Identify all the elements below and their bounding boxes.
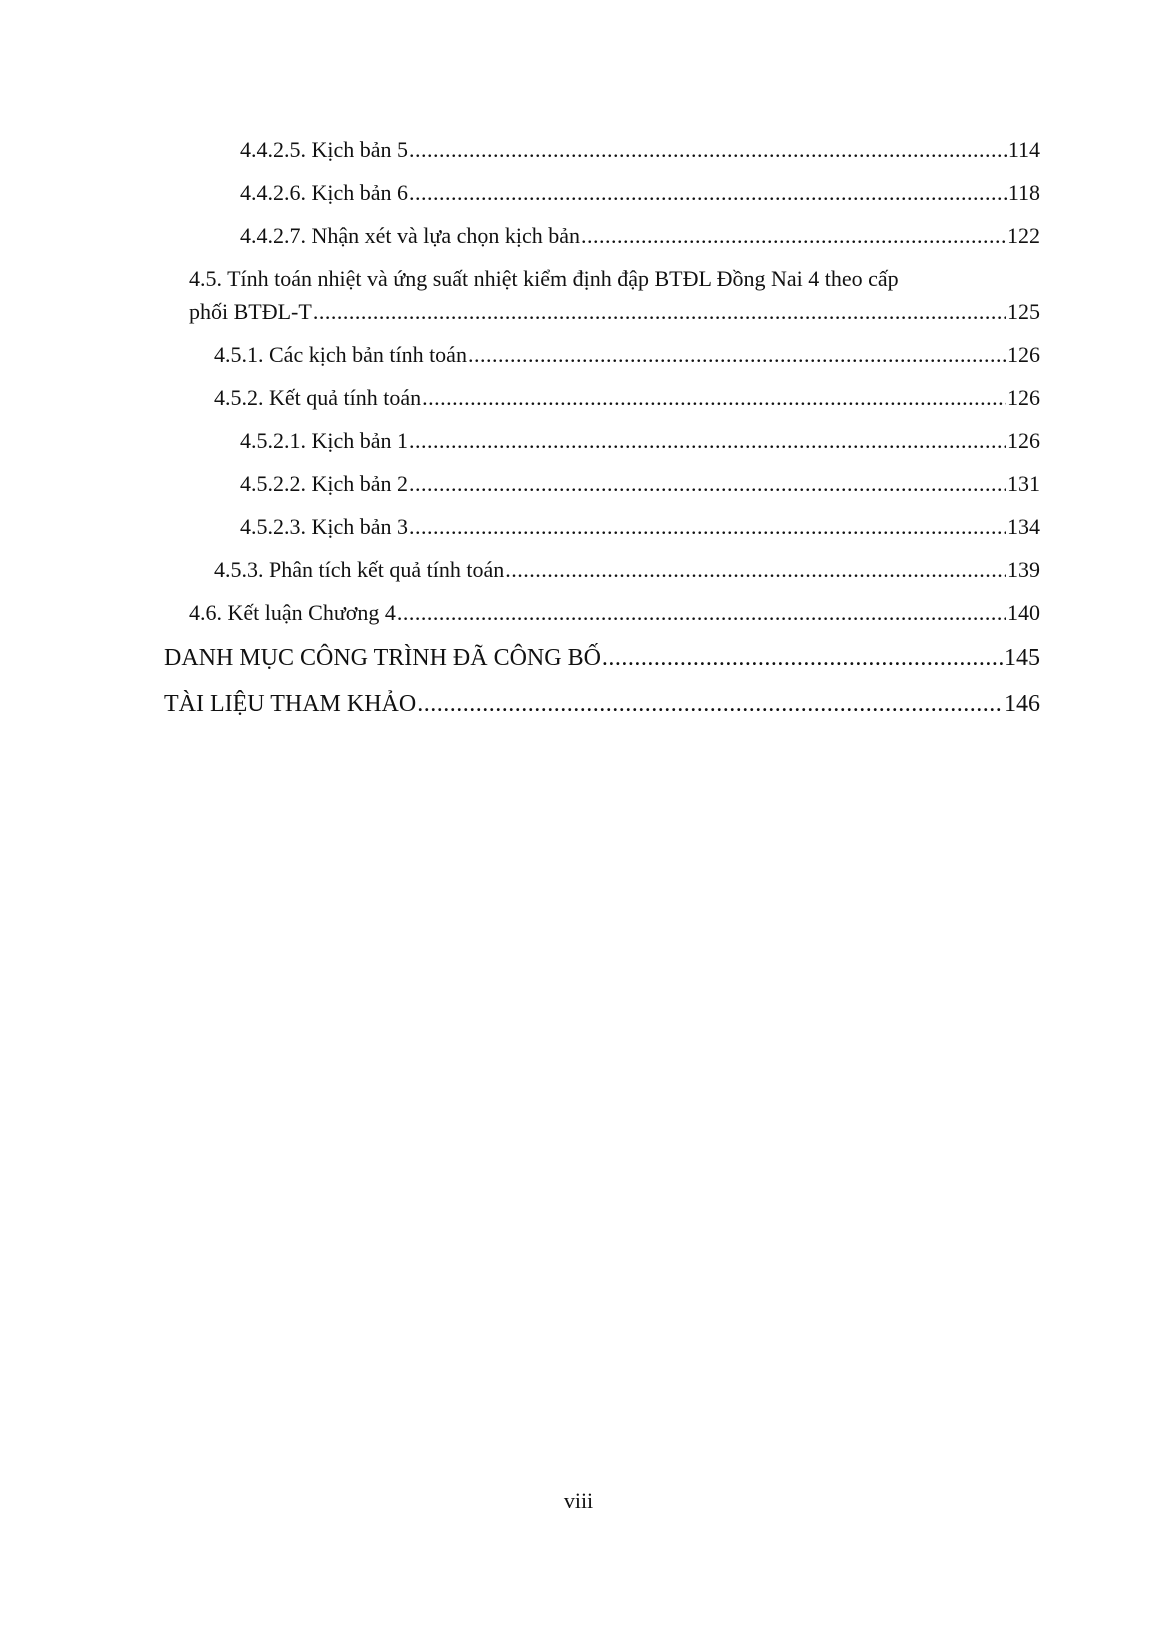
dot-leader bbox=[417, 689, 1003, 719]
toc-entry-title: 4.5.2. Kết quả tính toán bbox=[214, 385, 422, 410]
toc-entry[interactable] bbox=[240, 513, 1040, 541]
toc-entry[interactable] bbox=[240, 179, 1040, 207]
toc-entry-title: 4.4.2.7. Nhận xét và lựa chọn kịch bản bbox=[240, 223, 581, 248]
toc-entry-title: 4.5.3. Phân tích kết quả tính toán bbox=[214, 557, 505, 582]
dot-leader bbox=[505, 556, 1006, 584]
toc-entry[interactable] bbox=[214, 341, 1040, 369]
dot-leader bbox=[409, 470, 1006, 498]
toc-entry[interactable] bbox=[164, 643, 1040, 673]
toc-entry-title: 4.5.1. Các kịch bản tính toán bbox=[214, 342, 467, 367]
dot-leader bbox=[468, 341, 1006, 369]
toc-entry-page: 139 bbox=[1007, 557, 1040, 582]
toc-entry-title: DANH MỤC CÔNG TRÌNH ĐÃ CÔNG BỐ bbox=[164, 645, 601, 671]
dot-leader bbox=[313, 298, 1006, 326]
toc-entry-page: 126 bbox=[1007, 428, 1040, 453]
dot-leader bbox=[409, 179, 1007, 207]
dot-leader bbox=[397, 599, 1006, 627]
toc-entry[interactable] bbox=[214, 556, 1040, 584]
toc-entry[interactable] bbox=[240, 470, 1040, 498]
toc-entry-title: 4.4.2.6. Kịch bản 6 bbox=[240, 180, 409, 205]
toc-entry-title-line2: phối BTĐL-T bbox=[189, 299, 312, 324]
toc-entry-page: 122 bbox=[1007, 223, 1040, 248]
toc-entry-page: 126 bbox=[1007, 385, 1040, 410]
toc-entry[interactable] bbox=[189, 298, 1040, 326]
toc-entry-page: 146 bbox=[1004, 691, 1040, 717]
toc-entry-title: 4.6. Kết luận Chương 4 bbox=[189, 600, 396, 625]
toc-entry-title: 4.4.2.5. Kịch bản 5 bbox=[240, 137, 409, 162]
toc-entry-page: 125 bbox=[1007, 299, 1040, 324]
toc-entry-title-line1[interactable]: 4.5. Tính toán nhiệt và ứng suất nhiệt kiểm định đập BTĐL Đồng Nai 4 theo cấp bbox=[189, 266, 899, 291]
toc-entry-page: 134 bbox=[1007, 514, 1040, 539]
dot-leader bbox=[409, 513, 1006, 541]
toc-entry-title: 4.5.2.3. Kịch bản 3 bbox=[240, 514, 409, 539]
toc-entry-page: 145 bbox=[1004, 645, 1040, 671]
dot-leader bbox=[409, 136, 1007, 164]
toc-entry-title: 4.5.2.1. Kịch bản 1 bbox=[240, 428, 409, 453]
page-number: viii bbox=[563, 1488, 594, 1513]
toc-entry[interactable] bbox=[240, 222, 1040, 250]
dot-leader bbox=[581, 222, 1006, 250]
dot-leader bbox=[422, 384, 1006, 412]
toc-entry-page: 118 bbox=[1007, 180, 1040, 205]
dot-leader bbox=[602, 643, 1003, 673]
toc-entry-title: TÀI LIỆU THAM KHẢO bbox=[164, 691, 417, 717]
toc-entry[interactable] bbox=[164, 689, 1040, 719]
toc-entry-page: 140 bbox=[1007, 600, 1040, 625]
toc-entry[interactable] bbox=[189, 599, 1040, 627]
toc-entry[interactable] bbox=[240, 136, 1040, 164]
toc-entry-title: 4.5.2.2. Kịch bản 2 bbox=[240, 471, 409, 496]
toc-entry-page: 126 bbox=[1007, 342, 1040, 367]
toc-entry[interactable] bbox=[240, 427, 1040, 455]
toc-entry[interactable] bbox=[214, 384, 1040, 412]
toc-entry-page: 131 bbox=[1007, 471, 1040, 496]
toc-entry-page: 114 bbox=[1007, 137, 1040, 162]
dot-leader bbox=[409, 427, 1006, 455]
